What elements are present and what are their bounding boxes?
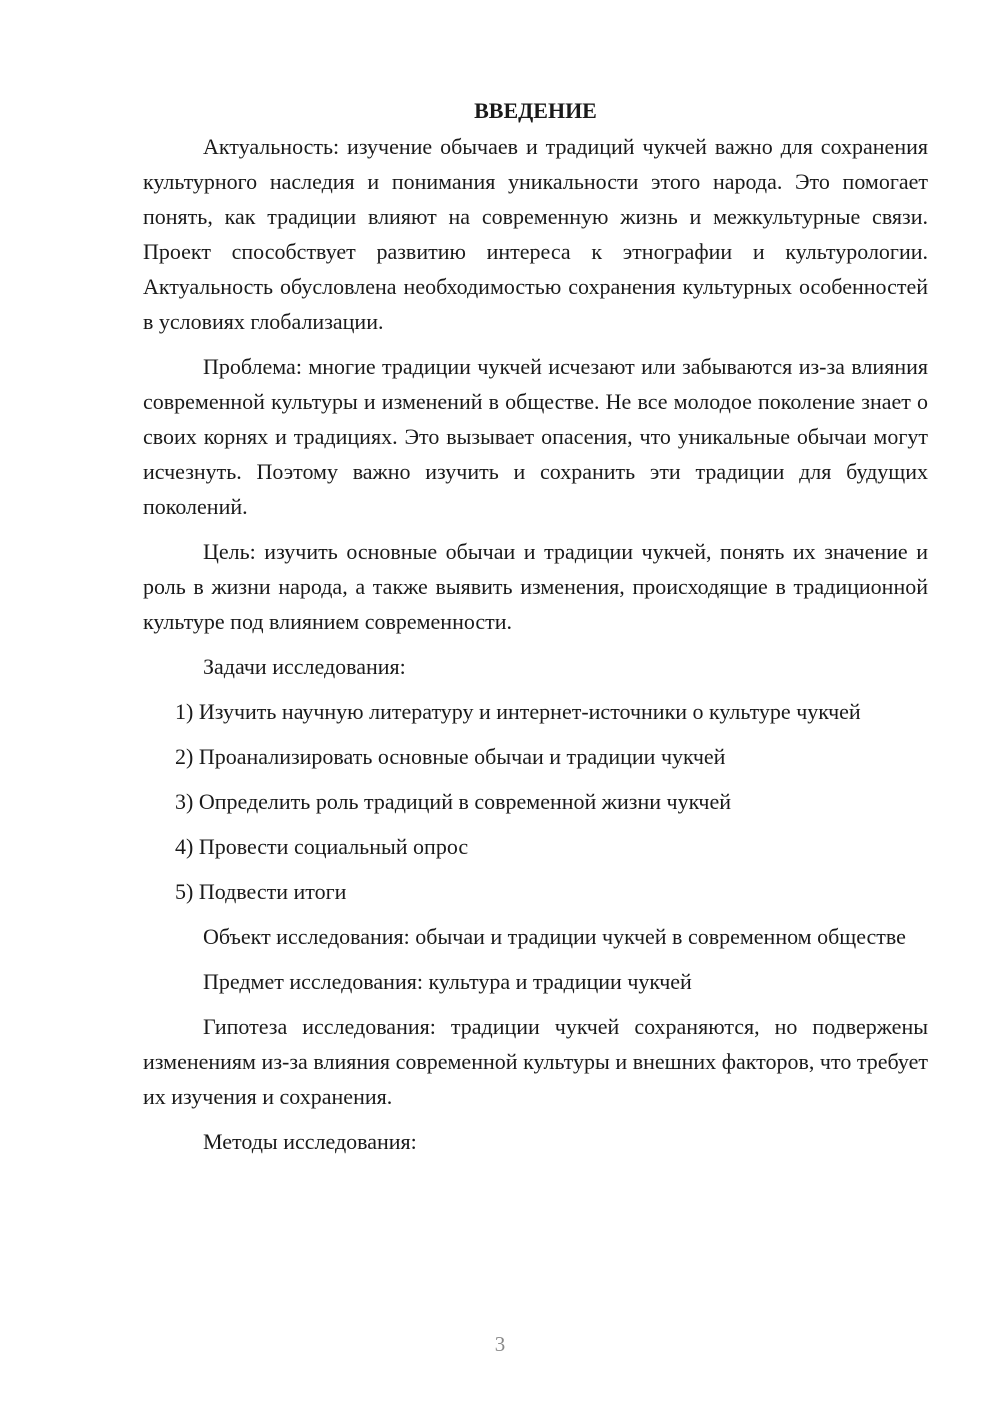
- methods-heading: Методы исследования:: [203, 1129, 417, 1154]
- document-page: [143, 93, 928, 1169]
- subject-paragraph: Предмет исследования: культура и традиции чукчей: [203, 969, 692, 994]
- task-item-1: 1) Изучить научную литературу и интернет-источники о культуре чукчей: [175, 699, 861, 724]
- task-item-2: 2) Проанализировать основные обычаи и традиции чукчей: [175, 744, 726, 769]
- problem-paragraph: Проблема: многие традиции чукчей исчезают или забываются из-за влияния современной культуры и изменений в обществе. Не все молодое поколение знает о своих корнях и традициях. Это вызывает опасения, что уникальные обычаи могут исчезнуть. Поэтому важно изучить и сохранить эти традиции для будущих поколений.: [143, 354, 928, 519]
- relevance-paragraph: Актуальность: изучение обычаев и традиций чукчей важно для сохранения культурного наследия и понимания уникальности этого народа. Это помогает понять, как традиции влияют на современную жизнь и межкультурные связи. Проект способствует развитию интереса к этнографии и культурологии. Актуальность обусловлена необходимостью сохранения культурных особенностей в условиях глобализации.: [143, 134, 928, 334]
- page-number: 3: [494, 1332, 506, 1356]
- tasks-heading: Задачи исследования:: [203, 654, 406, 679]
- task-item-4: 4) Провести социальный опрос: [175, 834, 469, 859]
- section-title: ВВЕДЕНИЕ: [474, 98, 597, 123]
- task-item-5: 5) Подвести итоги: [175, 879, 347, 904]
- hypothesis-paragraph: Гипотеза исследования: традиции чукчей сохраняются, но подвержены изменениям из-за влияния современной культуры и внешних факторов, что требует их изучения и сохранения.: [143, 1014, 928, 1109]
- task-item-3: 3) Определить роль традиций в современной жизни чукчей: [175, 789, 731, 814]
- goal-paragraph: Цель: изучить основные обычаи и традиции чукчей, понять их значение и роль в жизни народа, а также выявить изменения, происходящие в традиционной культуре под влиянием современности.: [143, 539, 928, 634]
- object-paragraph: Объект исследования: обычаи и традиции чукчей в современном обществе: [203, 924, 906, 949]
